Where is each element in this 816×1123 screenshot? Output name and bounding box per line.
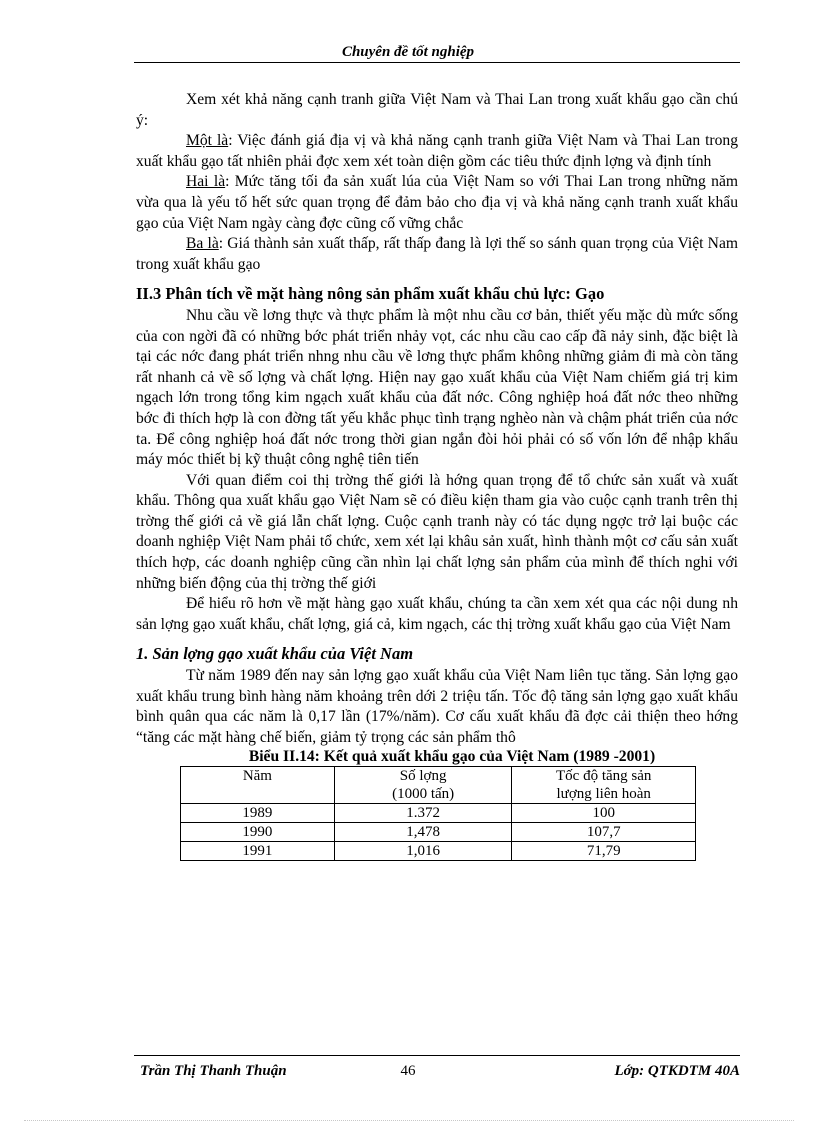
cell-year: 1991 — [181, 842, 335, 861]
paragraph-world-market: Với quan điểm coi thị trờng thế giới là hớng quan trọng để tổ chức sản xuất và xuất khẩu. Thông qua xuất khẩu gạo Việt Nam sẽ có điều kiện tham gia vào cuộc cạnh tranh trên thị trờng thế giới cả về giá lẫn chất lợng. Cuộc cạnh tranh này có tác dụng ngợc trở lại buộc các doanh nghiệp Việt Nam phải tổ chức, xem xét lại khâu sản xuất, hình thành một cơ cấu sản xuất thích hợp, các doanh nghiệp cũng cần nhìn lại chất lợng sản phẩm của mình để thích nghi với những biến động của thị trờng thế giới — [136, 471, 738, 592]
header-growth — [512, 767, 696, 804]
paragraph-overview: Để hiểu rõ hơn về mặt hàng gạo xuất khẩu, chúng ta cần xem xét qua các nội dung nh sản lợng gạo xuất khẩu, chất lợng, giá cả, kim ngạch, các thị trờng xuất khẩu gạo của Việt Nam — [136, 595, 738, 633]
paragraph-point-two — [136, 172, 738, 234]
subsection-heading: 1. Sản lợng gạo xuất khẩu của Việt Nam — [136, 644, 414, 664]
paragraph-intro: Xem xét khả năng cạnh tranh giữa Việt Nam và Thai Lan trong xuất khẩu gạo cần chú ý: — [136, 91, 738, 129]
cell-quantity: 1.372 — [334, 804, 512, 823]
paragraph-point-three — [136, 234, 738, 275]
header-year: Năm — [181, 767, 335, 804]
cell-quantity: 1,016 — [334, 842, 512, 861]
table-row — [181, 804, 696, 823]
export-results-table — [180, 766, 696, 861]
cell-growth: 71,79 — [512, 842, 696, 861]
table-row — [181, 842, 696, 861]
page-bottom-dotted-line — [24, 1120, 794, 1121]
table-header-row — [181, 767, 696, 804]
point-three-text: : Giá thành sản xuất thấp, rất thấp đang là lợi thế so sánh quan trọng của Việt Nam trong xuất khẩu gạo — [136, 235, 738, 273]
cell-growth: 107,7 — [512, 823, 696, 842]
header-growth-line1: Tốc độ tăng sản — [556, 768, 652, 785]
footer-class: Lớp: QTKDTM 40A — [614, 1063, 740, 1079]
cell-year: 1989 — [181, 804, 335, 823]
paragraph-point-one — [136, 131, 738, 172]
section-heading: II.3 Phân tích về mặt hàng nông sản phẩm xuất khẩu chủ lực: Gạo — [136, 284, 605, 304]
footer-rule — [134, 1055, 740, 1056]
header-quantity-line1: Số lợng — [399, 768, 447, 785]
point-two-text: : Mức tăng tối đa sản xuất lúa của Việt Nam so với Thai Lan trong những năm vừa qua là yếu tố hết sức quan trọng để đảm bảo cho địa vị và khả năng cạnh tranh xuất khẩu gạo của Việt Nam ngày càng đợc cũng cố vững chắc — [136, 173, 738, 232]
cell-quantity: 1,478 — [334, 823, 512, 842]
header-quantity — [334, 767, 512, 804]
page-number: 46 — [400, 1063, 416, 1079]
header-growth-line2: lượng liên hoàn — [556, 786, 651, 803]
page-header-title: Chuyên đề tốt nghiệp — [341, 44, 475, 60]
point-two-label: Hai là — [186, 173, 226, 191]
cell-growth: 100 — [512, 804, 696, 823]
paragraph-export-volume: Từ năm 1989 đến nay sản lợng gạo xuất khẩu của Việt Nam liên tục tăng. Sản lợng gạo xuất khẩu trung bình hàng năm khoảng trên dới 2 triệu tấn. Tốc độ tăng sản lợng gạo xuất khẩu bình quân qua các năm là 0,17 lần (17%/năm). Cơ cấu xuất khẩu đã đợc cải thiện theo hớng “tăng các mặt hàng chế biến, giảm tỷ trọng các sản phẩm thô — [136, 667, 738, 746]
header-quantity-line2: (1000 tấn) — [392, 786, 455, 803]
point-three-label: Ba là — [186, 235, 219, 253]
footer-author: Trần Thị Thanh Thuận — [140, 1063, 287, 1079]
table-row — [181, 823, 696, 842]
cell-year: 1990 — [181, 823, 335, 842]
paragraph-rice-demand: Nhu cầu về lơng thực và thực phẩm là một nhu cầu cơ bản, thiết yếu mặc dù mức sống của con ngời đã có những bớc phát triển nhảy vọt, các nhu cầu cao cấp đã nảy sinh, đặc biệt là tại các nớc đang phát triển nhng nhu cầu về lơng thực phẩm không những giảm đi mà còn tăng rất nhanh cả về số lợng và chất lợng. Hiện nay gạo xuất khẩu của Việt Nam chiếm giá trị kim ngạch lớn trong tổng kim ngạch xuất khẩu của đất nớc. Công nghiệp hoá đất nớc theo những bớc đi thích hợp là con đờng tất yếu khắc phục tình trạng nghèo nàn và chậm phát triển của nớc ta. Để công nghiệp hoá đất nớc trong thời gian ngắn đòi hỏi phải có số vốn lớn để nhập khẩu máy móc thiết bị kỹ thuật công nghệ tiên tiến — [136, 306, 738, 469]
point-one-label: Một là — [186, 132, 229, 150]
point-one-text: : Việc đánh giá địa vị và khả năng cạnh tranh giữa Việt Nam và Thai Lan trong xuất khẩu gạo tất nhiên phải đợc xem xét toàn diện gồm các tiêu thức định lợng và định tính — [136, 132, 738, 170]
header-rule — [134, 62, 740, 63]
table-caption: Biểu II.14: Kết quả xuất khẩu gạo của Việt Nam (1989 -2001) — [248, 748, 656, 766]
document-body — [136, 90, 738, 861]
